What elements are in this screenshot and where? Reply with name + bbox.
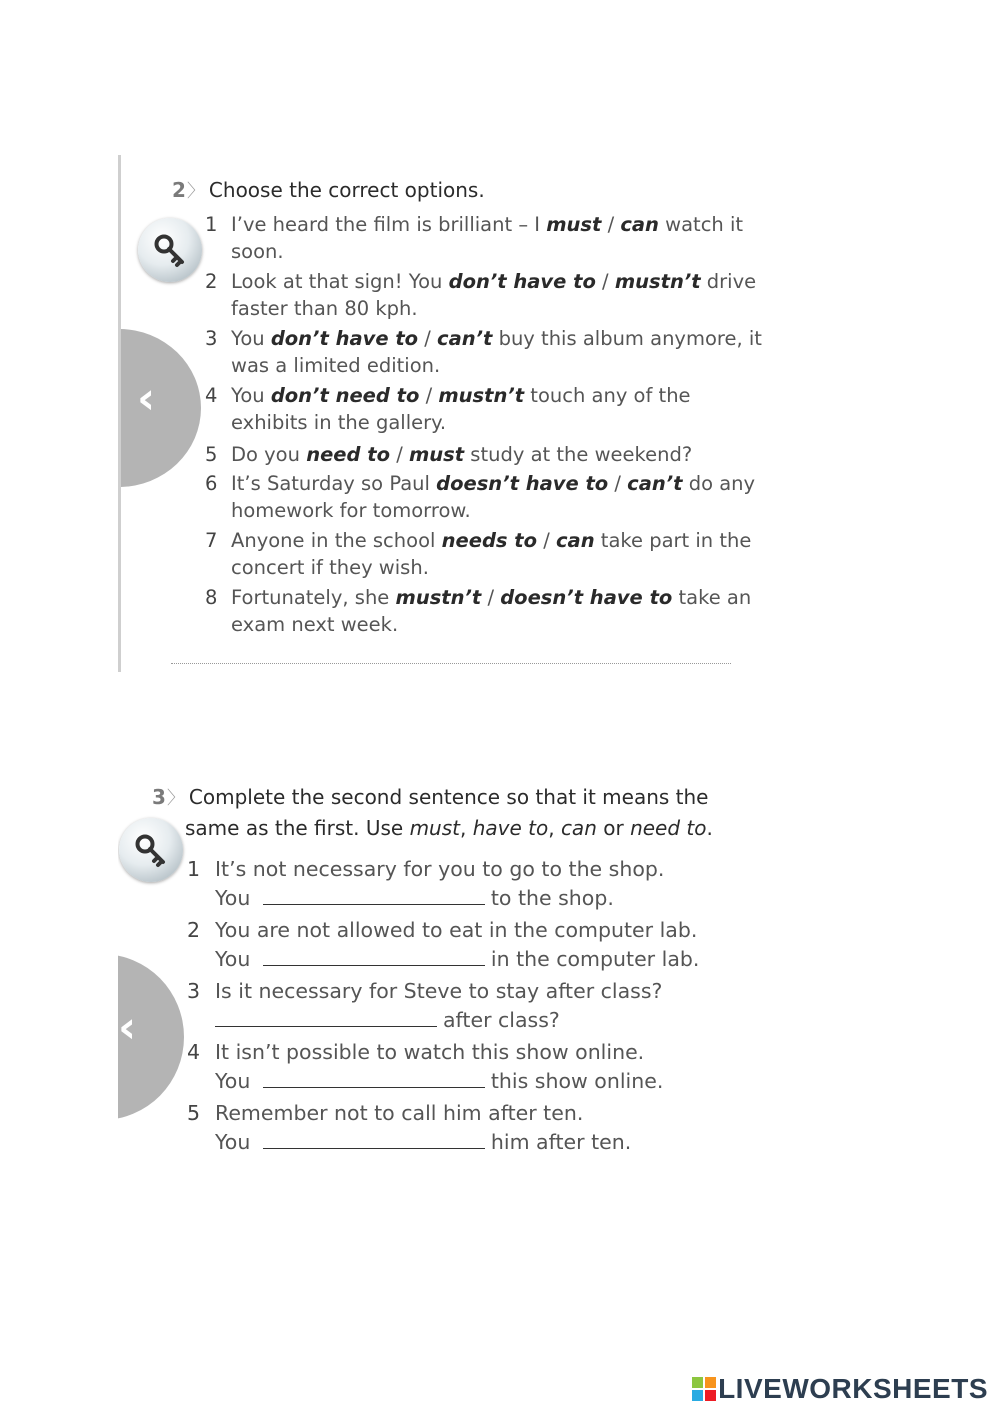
option-separator: / xyxy=(419,384,439,407)
item-number: 2 xyxy=(187,918,201,942)
item-prompt: Remember not to call him after ten. xyxy=(215,1101,584,1125)
exercise-number: 3 xyxy=(152,785,166,809)
side-tab[interactable] xyxy=(118,329,201,487)
exercise-instruction: Choose the correct options. xyxy=(208,178,485,202)
item-number: 1 xyxy=(205,213,218,236)
logo-text: LIVEWORKSHEETS xyxy=(718,1373,988,1404)
option-2[interactable]: doesn’t have to xyxy=(500,586,673,609)
answer-blank[interactable] xyxy=(263,1128,485,1149)
next-exercise-cutoff xyxy=(171,663,731,672)
exercise-arrow: 〉 xyxy=(166,788,185,809)
item-prompt: It’s not necessary for you to go to the shop. xyxy=(215,857,665,881)
option-2[interactable]: mustn’t xyxy=(614,270,701,293)
modal-word: must xyxy=(409,816,460,840)
sentence-text: Do you xyxy=(231,443,307,466)
option-2[interactable]: can xyxy=(556,529,595,552)
item-number: 2 xyxy=(205,270,218,293)
item-sentence xyxy=(231,382,765,436)
option-separator: / xyxy=(608,472,628,495)
key-icon xyxy=(138,218,202,282)
answer-tail: him after ten. xyxy=(490,1130,632,1154)
option-separator: / xyxy=(390,443,409,466)
item-content xyxy=(215,855,785,913)
item-answer-line xyxy=(215,1128,785,1157)
chevron-left-icon[interactable]: ‹ xyxy=(118,1002,137,1053)
option-separator: / xyxy=(537,529,556,552)
modal-word: have to xyxy=(472,816,549,840)
instruction-text: same as the first. Use xyxy=(185,816,410,840)
item-sentence xyxy=(231,470,765,524)
answer-lead: You xyxy=(215,1130,251,1154)
option-separator: / xyxy=(481,586,501,609)
item-content xyxy=(215,1099,785,1157)
answer-tail: this show online. xyxy=(490,1069,664,1093)
sentence-text: Fortunately, she xyxy=(231,586,396,609)
option-2[interactable]: can’t xyxy=(627,472,683,495)
item-number: 5 xyxy=(187,1101,201,1125)
item-content xyxy=(215,977,785,1035)
option-2[interactable]: mustn’t xyxy=(438,384,525,407)
item-sentence xyxy=(231,325,765,379)
instruction-text: . xyxy=(706,816,713,840)
option-2[interactable]: can xyxy=(620,213,659,236)
exercise-number: 2 xyxy=(172,178,186,202)
key-icon xyxy=(119,818,183,882)
option-1[interactable]: mustn’t xyxy=(395,586,482,609)
instruction-text: , xyxy=(459,816,473,840)
item-answer-line xyxy=(215,884,785,913)
answer-lead: You xyxy=(215,947,251,971)
option-1[interactable]: doesn’t have to xyxy=(436,472,609,495)
sentence-text: do any homework for tomorrow. xyxy=(231,472,756,522)
answer-lead: You xyxy=(215,1069,251,1093)
exercise-3-title-line2 xyxy=(185,816,713,840)
liveworksheets-logo xyxy=(692,1373,988,1405)
item-sentence xyxy=(231,441,765,468)
answer-tail: after class? xyxy=(443,1008,560,1032)
item-number: 7 xyxy=(205,529,218,552)
logo-mark-icon xyxy=(692,1377,716,1401)
option-separator: / xyxy=(595,270,615,293)
item-number: 3 xyxy=(205,327,218,350)
exercise-2-title xyxy=(172,177,485,203)
answer-blank[interactable] xyxy=(215,1006,437,1027)
sentence-text: You xyxy=(231,384,271,407)
sentence-text: You xyxy=(231,327,271,350)
answer-blank[interactable] xyxy=(263,884,485,905)
sentence-text: I’ve heard the film is brilliant – I xyxy=(231,213,547,236)
item-content xyxy=(215,1038,785,1096)
exercise-3-panel xyxy=(118,770,810,1190)
sentence-text: buy this album anymore, it was a limited edition. xyxy=(231,327,762,377)
exercise-2-panel xyxy=(118,155,813,672)
sentence-text: It’s Saturday so Paul xyxy=(231,472,437,495)
item-answer-line xyxy=(215,1006,785,1035)
instruction-text: or xyxy=(596,816,631,840)
modal-word: need to xyxy=(630,816,707,840)
item-sentence xyxy=(231,268,765,322)
exercise-3-title xyxy=(152,784,708,810)
sentence-text: watch it soon. xyxy=(231,213,744,263)
sentence-text: study at the weekend? xyxy=(464,443,693,466)
item-number: 4 xyxy=(205,384,218,407)
answer-tail: to the shop. xyxy=(490,886,614,910)
item-sentence xyxy=(231,584,765,638)
exercise-instruction-line1: Complete the second sentence so that it means the xyxy=(188,785,709,809)
answer-blank[interactable] xyxy=(263,1067,485,1088)
option-2[interactable]: can’t xyxy=(437,327,493,350)
item-answer-line xyxy=(215,945,785,974)
answer-lead: You xyxy=(215,886,251,910)
sentence-text: take an exam next week. xyxy=(231,586,752,636)
item-number: 6 xyxy=(205,472,218,495)
sentence-text: touch any of the exhibits in the gallery. xyxy=(231,384,691,434)
item-number: 4 xyxy=(187,1040,201,1064)
option-1[interactable]: needs to xyxy=(441,529,538,552)
option-1[interactable]: don’t need to xyxy=(270,384,420,407)
sentence-text: Look at that sign! You xyxy=(231,270,449,293)
item-prompt: Is it necessary for Steve to stay after class? xyxy=(215,979,663,1003)
item-prompt: You are not allowed to eat in the computer lab. xyxy=(215,918,698,942)
item-number: 3 xyxy=(187,979,201,1003)
item-sentence xyxy=(231,527,765,581)
option-1[interactable]: must xyxy=(546,213,602,236)
option-2[interactable]: must xyxy=(408,443,465,466)
item-number: 1 xyxy=(187,857,201,881)
option-1[interactable]: need to xyxy=(306,443,390,466)
answer-tail: in the computer lab. xyxy=(490,947,700,971)
answer-blank[interactable] xyxy=(263,945,485,966)
sentence-text: take part in the concert if they wish. xyxy=(231,529,752,579)
chevron-left-icon[interactable]: ‹ xyxy=(137,373,156,424)
item-answer-line xyxy=(215,1067,785,1096)
sentence-text: drive faster than 80 kph. xyxy=(231,270,757,320)
option-separator: / xyxy=(601,213,621,236)
exercise-arrow: 〉 xyxy=(186,181,205,202)
item-sentence xyxy=(231,211,765,265)
sentence-text: Anyone in the school xyxy=(231,529,442,552)
item-number: 5 xyxy=(205,443,218,466)
instruction-text: , xyxy=(548,816,561,840)
modal-word: can xyxy=(560,816,597,840)
option-separator: / xyxy=(418,327,438,350)
item-number: 8 xyxy=(205,586,218,609)
option-1[interactable]: don’t have to xyxy=(270,327,419,350)
option-1[interactable]: don’t have to xyxy=(448,270,596,293)
item-content xyxy=(215,916,785,974)
item-prompt: It isn’t possible to watch this show online. xyxy=(215,1040,645,1064)
